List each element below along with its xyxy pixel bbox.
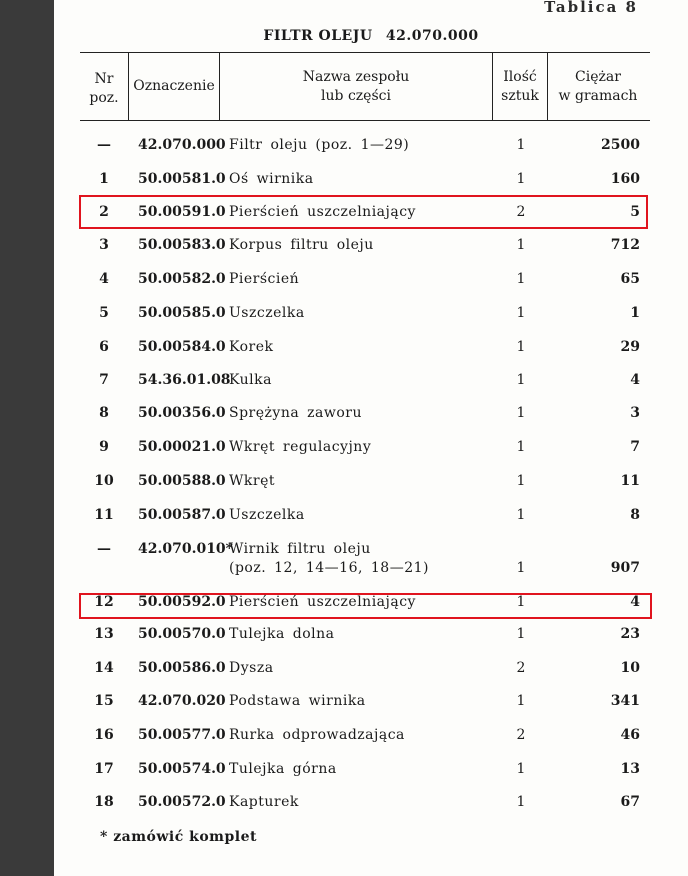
row-weight: 3	[630, 405, 640, 421]
document-page	[54, 0, 688, 876]
row-weight: 65	[620, 271, 640, 287]
row-name: Pierścień uszczelniający	[229, 594, 416, 610]
row-qty: 1	[516, 237, 526, 253]
row-name: Korpus filtru oleju	[229, 237, 374, 253]
header-nr-line2: poz.	[89, 90, 119, 106]
table-row	[54, 693, 688, 713]
row-code: 50.00587.0	[138, 507, 226, 523]
row-name: Kapturek	[229, 794, 299, 810]
row-weight: 712	[610, 237, 640, 253]
row-weight: 4	[630, 594, 640, 610]
header-qty-line2: sztuk	[501, 88, 539, 104]
row-weight: 23	[620, 626, 640, 642]
row-nr: —	[97, 137, 111, 153]
row-name: Uszczelka	[229, 507, 305, 523]
row-weight: 7	[630, 439, 640, 455]
row-code: 50.00574.0	[138, 761, 226, 777]
row-nr: 13	[94, 626, 114, 642]
row-weight: 46	[620, 727, 640, 743]
row-weight: 4	[630, 372, 640, 388]
header-nr-line1: Nr	[94, 71, 114, 87]
row-name-continuation: (poz. 12, 14—16, 18—21)	[229, 560, 429, 576]
row-name: Rurka odprowadzająca	[229, 727, 405, 743]
row-name: Oś wirnika	[229, 171, 314, 187]
row-nr: 15	[94, 693, 114, 709]
row-code: 50.00586.0	[138, 660, 226, 676]
row-nr: 4	[99, 271, 109, 287]
row-qty: 1	[516, 372, 526, 388]
row-code: 50.00581.0	[138, 171, 226, 187]
row-weight: 341	[610, 693, 640, 709]
table-label: Tablica 8	[544, 0, 638, 16]
row-code: 50.00356.0	[138, 405, 226, 421]
row-nr: 9	[99, 439, 109, 455]
row-nr: —	[97, 541, 111, 557]
row-qty: 1	[516, 761, 526, 777]
row-name: Wkręt regulacyjny	[229, 439, 372, 455]
row-qty: 2	[516, 204, 526, 220]
row-code: 50.00585.0	[138, 305, 226, 321]
row-code: 50.00592.0	[138, 594, 226, 610]
header-qty-line1: Ilość	[503, 69, 537, 85]
row-qty: 1	[516, 693, 526, 709]
table-row	[54, 626, 688, 646]
row-qty: 1	[516, 560, 526, 576]
row-code: 54.36.01.08	[138, 372, 231, 388]
row-qty: 1	[516, 439, 526, 455]
footnote: * zamówić komplet	[100, 829, 257, 845]
header-code-label: Oznaczenie	[133, 78, 215, 94]
row-name: Pierścień	[229, 271, 300, 287]
row-qty: 1	[516, 626, 526, 642]
row-nr: 6	[99, 339, 109, 355]
row-qty: 1	[516, 339, 526, 355]
table-row	[54, 237, 688, 257]
table-header-rule	[80, 120, 650, 121]
row-weight: 160	[610, 171, 640, 187]
header-name-line2: lub części	[321, 88, 391, 104]
table-row	[54, 439, 688, 459]
header-weight	[548, 68, 648, 106]
table-row	[54, 137, 688, 157]
row-code: 42.070.000	[138, 137, 226, 153]
row-qty: 1	[516, 507, 526, 523]
row-code: 50.00582.0	[138, 271, 226, 287]
row-qty: 2	[516, 660, 526, 676]
row-name: Filtr oleju (poz. 1—29)	[229, 137, 410, 153]
row-code: 50.00572.0	[138, 794, 226, 810]
row-name: Podstawa wirnika	[229, 693, 366, 709]
row-nr: 11	[94, 507, 114, 523]
row-code: 50.00583.0	[138, 237, 226, 253]
row-qty: 1	[516, 594, 526, 610]
table-row	[54, 727, 688, 747]
table-row	[54, 171, 688, 191]
table-row	[54, 660, 688, 680]
row-name: Dysza	[229, 660, 274, 676]
row-nr: 18	[94, 794, 114, 810]
row-code: 50.00577.0	[138, 727, 226, 743]
row-name: Wirnik filtru oleju	[229, 541, 371, 557]
row-weight: 907	[610, 560, 640, 576]
row-qty: 1	[516, 473, 526, 489]
row-weight: 1	[630, 305, 640, 321]
row-code: 50.00588.0	[138, 473, 226, 489]
header-weight-line1: Ciężar	[575, 69, 621, 85]
row-nr: 10	[94, 473, 114, 489]
row-name: Wkręt	[229, 473, 275, 489]
table-row	[54, 507, 688, 527]
row-qty: 1	[516, 271, 526, 287]
row-weight: 10	[620, 660, 640, 676]
row-qty: 2	[516, 727, 526, 743]
row-name: Sprężyna zaworu	[229, 405, 362, 421]
row-weight: 2500	[601, 137, 640, 153]
row-name: Korek	[229, 339, 274, 355]
row-name: Kulka	[229, 372, 272, 388]
row-code: 42.070.020	[138, 693, 226, 709]
row-weight: 29	[620, 339, 640, 355]
row-qty: 1	[516, 794, 526, 810]
row-weight: 8	[630, 507, 640, 523]
row-nr: 16	[94, 727, 114, 743]
row-name: Tulejka dolna	[229, 626, 335, 642]
row-nr: 3	[99, 237, 109, 253]
title-name: FILTR OLEJU	[263, 28, 373, 44]
table-row	[54, 305, 688, 325]
page-title	[54, 28, 688, 44]
highlight-box-row-12	[79, 593, 652, 619]
row-qty: 1	[516, 137, 526, 153]
row-nr: 17	[94, 761, 114, 777]
row-name: Tulejka górna	[229, 761, 337, 777]
table-row	[54, 541, 688, 576]
row-code: 50.00570.0	[138, 626, 226, 642]
row-nr: 1	[99, 171, 109, 187]
row-weight: 5	[630, 204, 640, 220]
highlight-box-row-2	[79, 195, 648, 229]
row-nr: 2	[99, 204, 109, 220]
header-qty	[493, 68, 547, 106]
row-nr: 8	[99, 405, 109, 421]
scan-dark-margin	[0, 0, 54, 876]
header-nr	[80, 70, 128, 108]
row-code: 50.00584.0	[138, 339, 226, 355]
row-nr: 12	[94, 594, 114, 610]
header-weight-line2: w gramach	[558, 88, 638, 104]
table-row	[54, 372, 688, 392]
table-row	[54, 761, 688, 781]
table-row	[54, 473, 688, 493]
row-nr: 14	[94, 660, 114, 676]
row-qty: 1	[516, 405, 526, 421]
header-name-line1: Nazwa zespołu	[302, 69, 410, 85]
header-name	[220, 68, 492, 106]
title-code: 42.070.000	[385, 28, 479, 44]
table-row	[54, 794, 688, 814]
row-nr: 5	[99, 305, 109, 321]
row-weight: 11	[620, 473, 640, 489]
row-name: Uszczelka	[229, 305, 305, 321]
header-code	[129, 77, 219, 96]
row-qty: 1	[516, 305, 526, 321]
row-code: 42.070.010*	[138, 541, 233, 557]
row-code: 50.00021.0	[138, 439, 226, 455]
table-row	[54, 405, 688, 425]
row-name: Pierścień uszczelniający	[229, 204, 416, 220]
table-row	[54, 271, 688, 291]
row-weight: 67	[620, 794, 640, 810]
row-nr: 7	[99, 372, 109, 388]
row-code: 50.00591.0	[138, 204, 226, 220]
table-top-rule	[80, 52, 650, 53]
row-qty: 1	[516, 171, 526, 187]
table-row	[54, 339, 688, 359]
row-weight: 13	[620, 761, 640, 777]
